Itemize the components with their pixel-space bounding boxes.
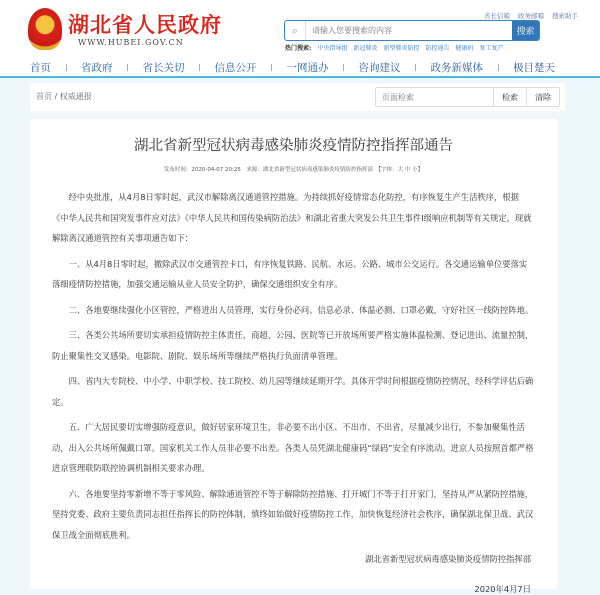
- site-url: WWW.HUBEI.GOV.CN: [78, 38, 184, 47]
- nav-services[interactable]: 一网通办: [286, 62, 329, 74]
- clear-button[interactable]: 清除: [527, 88, 559, 106]
- nav-disclosure[interactable]: 信息公开: [214, 62, 257, 74]
- hot-item[interactable]: 中央指导组: [317, 45, 348, 52]
- article-date: 2020年4月7日: [474, 584, 531, 594]
- national-emblem-logo: [28, 8, 62, 50]
- nav-governor[interactable]: 省长关切: [142, 62, 185, 74]
- article-title: 湖北省新型冠状病毒感染肺炎疫情防控指挥部通告: [134, 138, 453, 154]
- divider: [66, 64, 67, 71]
- page-search-input[interactable]: [376, 88, 494, 106]
- divider: [415, 64, 416, 71]
- divider: [199, 64, 200, 71]
- paragraph: 一、从4月8日零时起，撤除武汉市交通管控卡口，有序恢复铁路、民航、水运、公路、城市公交运行。各交通运输单位要落实落细疫情防控措施，加强交通运输从业人员安全防护，确保交通组织安全有序。: [52, 258, 528, 289]
- divider: [498, 64, 499, 71]
- search-icon: ⌕: [285, 21, 306, 40]
- breadcrumb-current[interactable]: 权威通报: [59, 92, 92, 101]
- paragraph: 四、省内大专院校、中小学、中职学校、技工院校、幼儿园等继续延期开学。具体开学时间根据疫情防控情况，经科学评估后确定。: [52, 376, 534, 407]
- divider: [343, 64, 344, 71]
- divider: [271, 64, 272, 71]
- nav-jimu[interactable]: 极目楚天: [513, 62, 555, 74]
- article-body: [52, 187, 535, 545]
- search-button[interactable]: 搜索: [512, 21, 539, 40]
- gov-email-link[interactable]: 政务邮箱: [518, 12, 544, 20]
- article-meta: 发布时间：2020-04-07 20:25 来源：湖北省新型冠状病毒感染肺炎疫情防控指挥部 【字体：大 中 小】: [163, 167, 424, 173]
- governor-mailbox-link[interactable]: 省长信箱: [484, 12, 510, 20]
- paragraph: 经中央批准，从4月8日零时起，武汉市解除离汉通道管控措施。为持续抓好疫情常态化防控，有序恢复生产生活秩序，根据《中华人民共和国突发事件应对法》《中华人民共和国传染病防治法》和湖北省重大突发公共卫生事件I级响应机制等有关规定，现就解除离汉通道管控有关事项通告如下：: [52, 192, 532, 243]
- page-search: [375, 87, 560, 107]
- paragraph: 六、各地要坚持零新增不等于零风险、解除通道管控不等于解除防控措施、打开城门不等于打开家门，坚持从严从紧防控措施，坚持党委、政府主要负责同志担任指挥长的防控体制，慎终如始做好疫情防控工作，加快恢复经济社会秩序，确保湖北保卫战、武汉保卫战全面彻底胜利。: [52, 488, 534, 540]
- site-title[interactable]: 湖北省人民政府: [68, 13, 222, 37]
- search-input[interactable]: [306, 21, 512, 40]
- nav-home[interactable]: 首页: [30, 62, 51, 74]
- site-header: [0, 0, 600, 78]
- search-help-link[interactable]: 搜索助手: [552, 12, 578, 20]
- paragraph: 三、各类公共场所要切实承担疫情防控主体责任，商超、公园、医院等已开放场所要严格实施体温检测、登记进出、流量控制，防止聚集性交叉感染。电影院、剧院、娱乐场所等继续严格执行负面清单管理。: [52, 330, 534, 361]
- paragraph: 五、广大居民要切实增强防疫意识，做好居家环境卫生，非必要不出小区、不出市、不出省，尽量减少出行，不参加聚集性活动，出入公共场所佩戴口罩。国家机关工作人员非必要不出差。各类人员凭湖北健康码“绿码”安全有序流动。进京人员按照首都严格进京管理联防联控协调机制相关要求办理。: [52, 422, 534, 473]
- hot-searches: [285, 43, 504, 52]
- breadcrumb-bar: [30, 83, 565, 111]
- page-search-button[interactable]: 检索: [494, 88, 527, 106]
- paragraph: 二、各地要继续强化小区管控，严格进出人员管理，实行身份必问、信息必录、体温必测、口罩必戴，守好社区一线防控阵地。: [68, 304, 534, 315]
- article-signature: 湖北省新型冠状病毒感染肺炎疫情防控指挥部: [365, 554, 531, 564]
- breadcrumb-separator: /: [54, 92, 58, 101]
- hot-item[interactable]: 防控通告: [425, 45, 450, 52]
- divider: [127, 64, 128, 71]
- main-nav: [30, 60, 555, 75]
- nav-new-media[interactable]: 政务新媒体: [430, 62, 483, 74]
- nav-government[interactable]: 省政府: [81, 62, 113, 74]
- hot-item[interactable]: 新型肺炎防控: [383, 45, 420, 52]
- site-search: [284, 20, 540, 41]
- hot-item[interactable]: 健康码: [455, 45, 474, 52]
- top-links: [484, 11, 578, 20]
- nav-consult[interactable]: 咨询建议: [358, 62, 401, 74]
- breadcrumb: [36, 91, 92, 102]
- breadcrumb-home[interactable]: 首页: [36, 92, 52, 101]
- hot-item[interactable]: 复工复产: [479, 45, 504, 52]
- hot-label: 热门搜索:: [285, 45, 312, 52]
- hot-item[interactable]: 新冠肺炎: [353, 45, 378, 52]
- article: [30, 119, 557, 594]
